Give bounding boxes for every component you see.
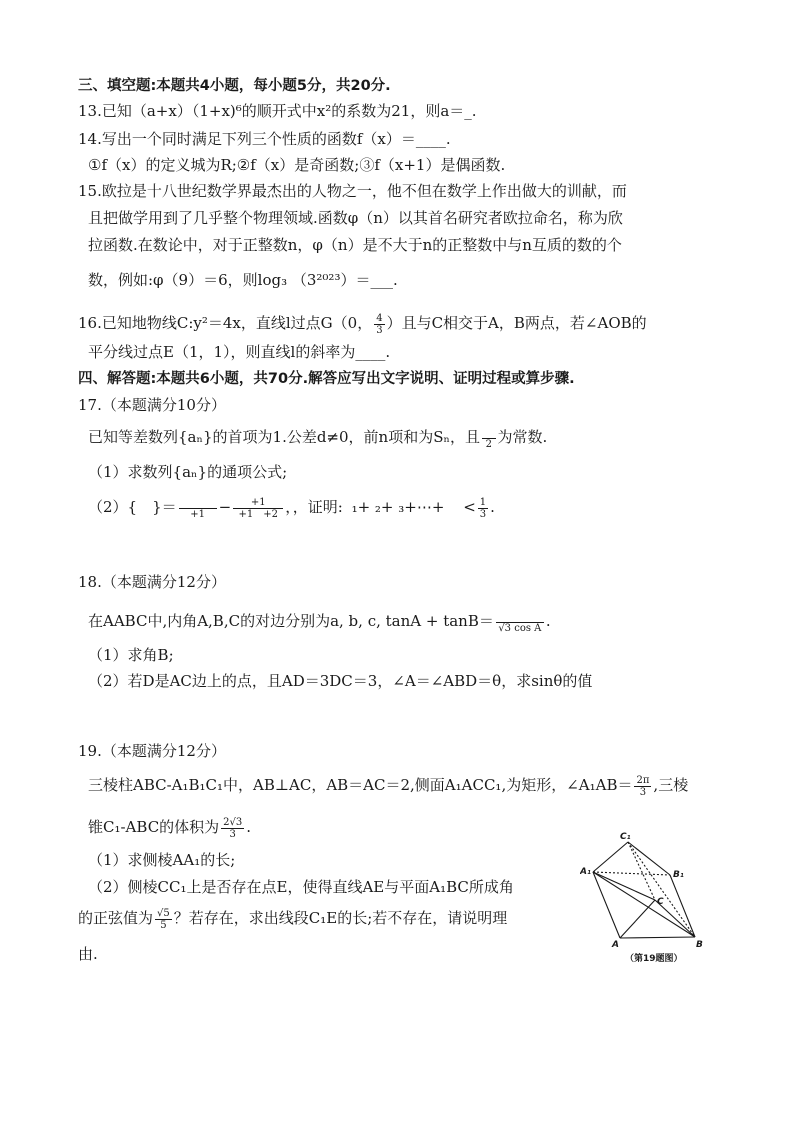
edge-b1-b [670,875,695,937]
q17-p2-minus: − [218,498,232,516]
question-16-line-2: 平分线过点E（1，1），则直线l的斜率为____. [88,343,391,361]
q17-p2-frac3-num: 1 [479,496,487,508]
q18-frac-num [496,611,544,623]
question-17-part-1: （1）求数列{aₙ}的通项公式; [88,463,288,481]
q17-p2-frac-1 [179,497,217,520]
question-19-part-1: （1）求侧棱AA₁的长; [88,851,236,869]
q19-l2-text-a: 锥C₁-ABC的体积为 [88,818,220,836]
question-18-part-1: （1）求角B; [88,646,174,664]
question-15-line-3: 拉函数.在数论中，对于正整数n，φ（n）是不大于n的正整数中与n互质的数的个 [88,236,622,254]
q17-frac-num [482,427,496,439]
question-15-line-1: 15.欧拉是十八世纪数学界最杰出的人物之一，他不但在数学上作出做大的训献，而 [78,182,627,200]
q19-fraction-1 [634,775,651,798]
q19-fraction-2 [221,817,244,840]
q19-text-a: 三棱柱ABC-A₁B₁C₁中，AB⊥AC，AB＝AC＝2,侧面A₁ACC₁,为矩形，∠A₁AB＝ [88,776,633,794]
question-18-part-2: （2）若D是AC边上的点，且AD＝3DC＝3，∠A＝∠ABD＝θ，求sinθ的值 [88,672,593,690]
q19-text-b: ,三棱 [653,776,689,794]
question-19-header: 19.（本题满分12分） [78,742,226,760]
question-19-part-2-line-1: （2）侧棱CC₁上是否存在点E，使得直线AE与平面A₁BC所成角 [88,878,514,896]
question-16-line-1 [78,310,647,336]
q17-p2-frac3-den: 3 [479,508,487,520]
q17-fraction [482,427,496,450]
q17-p2-period: . [490,498,495,516]
label-c1: C₁ [620,832,631,842]
q19-p2-text-a: 的正弦值为 [78,909,154,927]
edge-a1-c1 [593,842,628,872]
question-19-line-2 [88,814,251,840]
label-c: C [657,897,664,907]
edge-a1-b1 [593,872,670,875]
q18-text-a: 在AABC中,内角A,B,C的对边分别为a, b, c, tanA + tanB＝ [88,612,494,630]
q17-p2-sum: ₁+ ₂+ ₃+⋯+ [351,498,445,516]
q19-frac1-den: 3 [639,786,647,798]
section-3-title: 三、填空题:本题共4小题，每小题5分，共20分. [78,78,391,94]
q19-frac2-num: 2√3 [223,816,243,828]
question-17-part-2 [88,492,495,522]
q17-p2-frac-3 [478,497,488,520]
q19-frac1-num: 2π [636,774,650,786]
label-b1: B₁ [673,870,684,880]
q17-p2-text-b: ，，证明: [285,498,343,516]
q17-frac-den: 2 [485,438,492,450]
edge-a-b [620,937,695,938]
q19-p2-text-b: ？若存在，求出线段C₁E的长;若不存在，请说明理 [173,909,508,927]
q19-frac3-num: √5 [157,907,170,919]
q16-frac-num: 4 [376,312,383,324]
q16-text-b: ）且与C相交于A，B两点，若∠AOB的 [386,314,647,332]
q16-text-a: 16.已知地物线C:y²＝4x，直线l过点G（0， [78,314,373,332]
q17-p2-frac2-num: +1 [233,497,283,509]
section-4-title: 四、解答题:本题共6小题，共70分.解答应写出文字说明、证明过程或算步骤. [78,371,575,387]
question-13: 13.已知（a+x）（1+x)⁶的顺开式中x²的系数为21，则a＝_. [78,102,477,120]
q19-frac3-den: 5 [160,919,167,931]
figure-caption: （第19题图） [625,954,683,964]
q17-p2-text-a: （2）{ }＝ [88,498,177,516]
question-14-line-2: ①f（x）的定义城为R;②f（x）是奇函数;③f（x+1）是偶函数. [88,156,506,174]
q19-fraction-3 [155,908,172,931]
question-18-header: 18.（本题满分12分） [78,573,226,591]
label-a: A [612,940,619,950]
diag-a1-b [593,872,695,937]
question-17-line-1 [88,425,547,450]
q16-frac-den: 3 [376,324,383,336]
question-19-line-1 [88,772,688,798]
question-15-line-4: 数，例如:φ（9）＝6，则log₃ （3²⁰²³）＝___. [88,271,398,289]
diag-c1-b [628,842,695,937]
question-14-line-1: 14.写出一个同时满足下列三个性质的函数f（x）＝____. [78,130,451,148]
edge-a-c [620,900,655,938]
label-a1: A₁ [580,867,591,877]
q18-fraction [496,611,544,634]
q19-l2-text-b: . [246,818,252,836]
q16-fraction [374,313,384,336]
q19-frac2-den: 3 [229,828,236,840]
q17-p2-less: < [463,498,476,516]
label-b: B [696,940,703,950]
edge-c1-c [628,842,655,900]
question-17-header: 17.（本题满分10分） [78,396,226,414]
question-19-part-2-line-3: 由. [78,945,98,963]
edge-c1-b1 [628,842,670,875]
q17-p2-frac-2 [233,497,283,520]
prism-figure [580,830,710,965]
q17-p2-frac1-num [179,497,217,509]
q17-text-a: 已知等差数列{aₙ}的首项为1.公差d≠0，前n项和为Sₙ，且 [88,428,480,446]
q17-p2-frac2-den: +1 +2 [238,508,278,520]
question-15-line-2: 且把做学用到了几乎整个物理领域.函数φ（n）以其首名研究者欧拉命名，称为欣 [88,209,623,227]
q17-text-b: 为常数. [497,428,548,446]
q17-p2-frac1-den: +1 [190,508,206,520]
question-19-part-2-line-2 [78,905,507,931]
question-18-line-1 [88,608,551,634]
q18-frac-den: √3 cos A [498,622,542,634]
q18-period: . [545,612,551,630]
